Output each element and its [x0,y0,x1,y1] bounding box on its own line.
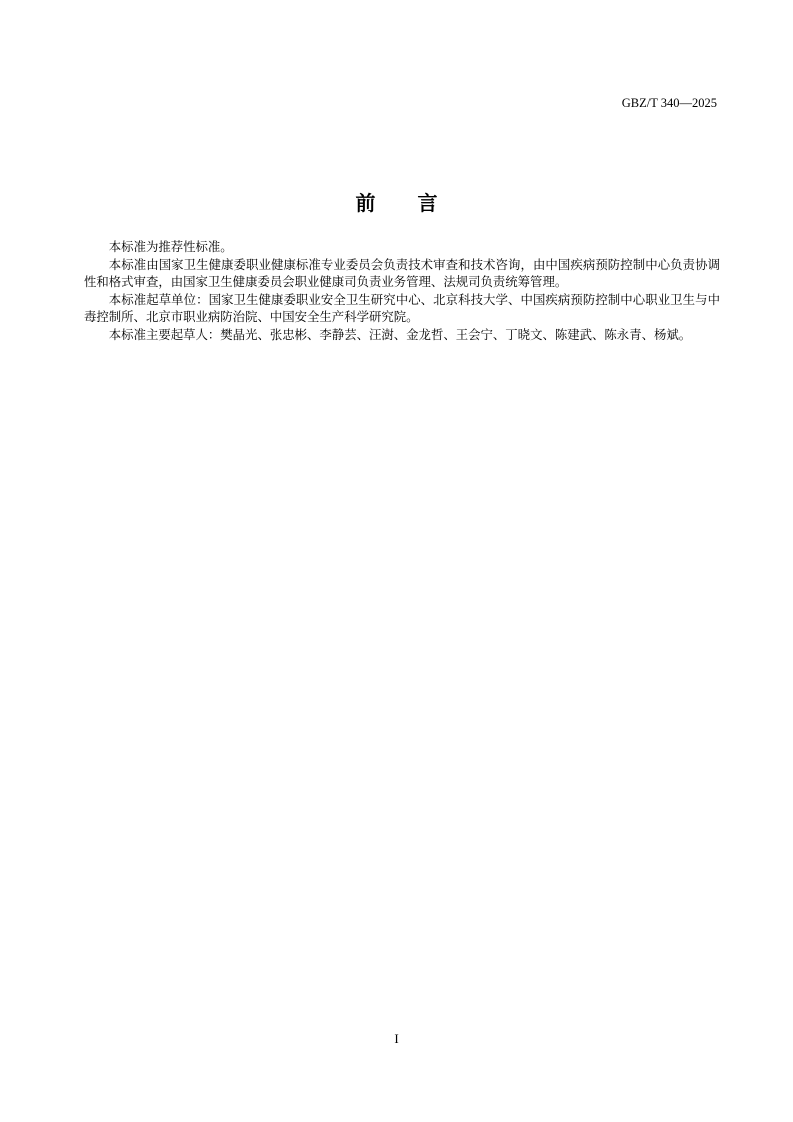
paragraph-management: 本标准由国家卫生健康委职业健康标准专业委员会负责技术审查和技术咨询，由中国疾病预防控制中心负责协调性和格式审查，由国家卫生健康委员会职业健康司负责业务管理、法规司负责统筹管理。 [84,256,720,289]
paragraph-nature: 本标准为推荐性标准。 [108,239,233,254]
page-title: 前言 [355,191,480,215]
preface-body [84,238,720,343]
document-code: GBZ/T 340—2025 [621,96,717,110]
page-number: I [394,1031,399,1046]
paragraph-drafters: 本标准主要起草人：樊晶光、张忠彬、李静芸、汪澍、金龙哲、王会宁、丁晓文、陈建武、陈永青、杨斌。 [108,326,692,342]
paragraph-drafting-units: 本标准起草单位：国家卫生健康委职业安全卫生研究中心、北京科技大学、中国疾病预防控制中心职业卫生与中毒控制所、北京市职业病防治院、中国安全生产科学研究院。 [84,291,720,324]
